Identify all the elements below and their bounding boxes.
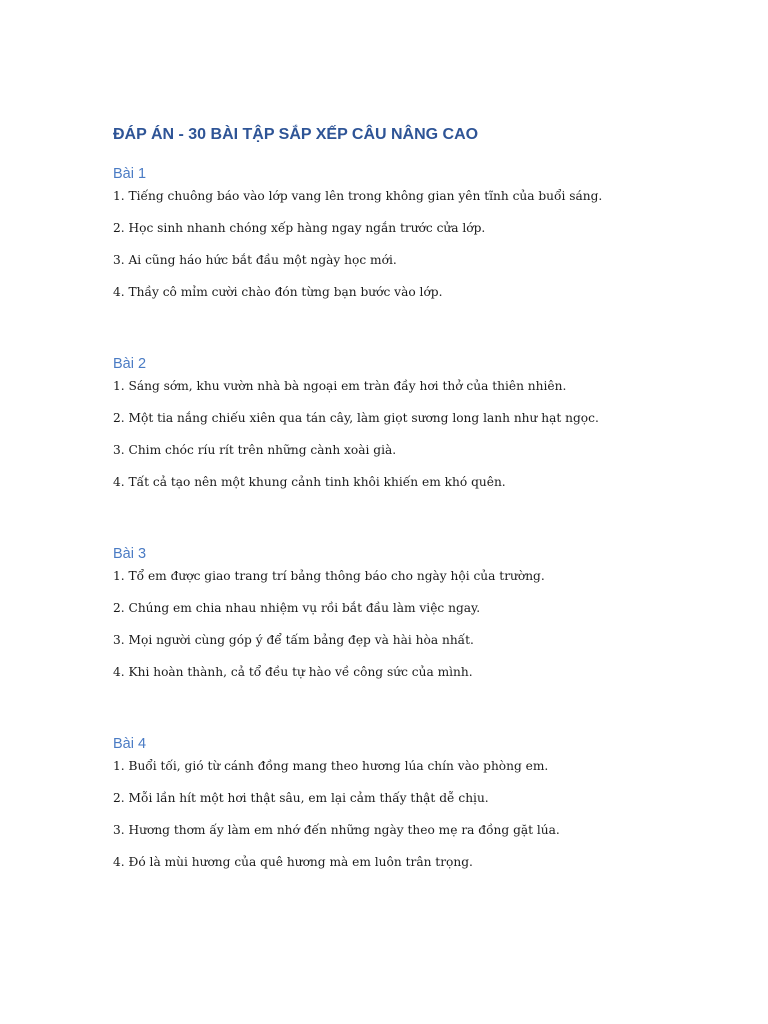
exercise-heading: Bài 4 bbox=[113, 736, 147, 752]
sentence-line: 1. Tổ em được giao trang trí bảng thông báo cho ngày hội của trường. bbox=[113, 569, 545, 583]
sentence-line: 2. Học sinh nhanh chóng xếp hàng ngay ngắn trước cửa lớp. bbox=[113, 221, 486, 235]
sentence-line: 3. Mọi người cùng góp ý để tấm bảng đẹp và hài hòa nhất. bbox=[113, 633, 474, 647]
exercise-section-4 bbox=[113, 734, 733, 872]
sentence-line: 3. Chim chóc ríu rít trên những cành xoài già. bbox=[113, 443, 397, 457]
sentence-line: 4. Tất cả tạo nên một khung cảnh tinh khôi khiến em khó quên. bbox=[113, 475, 506, 489]
sentence-line: 4. Khi hoàn thành, cả tổ đều tự hào về công sức của mình. bbox=[113, 665, 473, 679]
exercise-section-2 bbox=[113, 354, 733, 492]
document-title: ĐÁP ÁN - 30 BÀI TẬP SẮP XẾP CÂU NÂNG CAO bbox=[113, 126, 479, 143]
exercise-section-3 bbox=[113, 544, 733, 682]
sentence-line: 2. Mỗi lần hít một hơi thật sâu, em lại cảm thấy thật dễ chịu. bbox=[113, 791, 489, 805]
sentence-line: 4. Đó là mùi hương của quê hương mà em luôn trân trọng. bbox=[113, 855, 473, 869]
sentence-line: 2. Một tia nắng chiếu xiên qua tán cây, làm giọt sương long lanh như hạt ngọc. bbox=[113, 411, 599, 425]
sentence-line: 3. Ai cũng háo hức bắt đầu một ngày học mới. bbox=[113, 253, 397, 267]
exercise-section-1 bbox=[113, 164, 733, 302]
sentence-line: 2. Chúng em chia nhau nhiệm vụ rồi bắt đầu làm việc ngay. bbox=[113, 601, 481, 615]
exercise-heading: Bài 3 bbox=[113, 546, 147, 562]
sentence-line: 3. Hương thơm ấy làm em nhớ đến những ngày theo mẹ ra đồng gặt lúa. bbox=[113, 823, 560, 837]
sentence-line: 4. Thầy cô mỉm cười chào đón từng bạn bước vào lớp. bbox=[113, 285, 443, 299]
sentence-line: 1. Tiếng chuông báo vào lớp vang lên trong không gian yên tĩnh của buổi sáng. bbox=[113, 189, 603, 203]
exercise-heading: Bài 2 bbox=[113, 356, 147, 372]
document-content bbox=[113, 124, 733, 872]
sentence-line: 1. Sáng sớm, khu vườn nhà bà ngoại em tràn đầy hơi thở của thiên nhiên. bbox=[113, 379, 567, 393]
sentence-line: 1. Buổi tối, gió từ cánh đồng mang theo hương lúa chín vào phòng em. bbox=[113, 759, 549, 773]
exercise-heading: Bài 1 bbox=[113, 166, 147, 182]
